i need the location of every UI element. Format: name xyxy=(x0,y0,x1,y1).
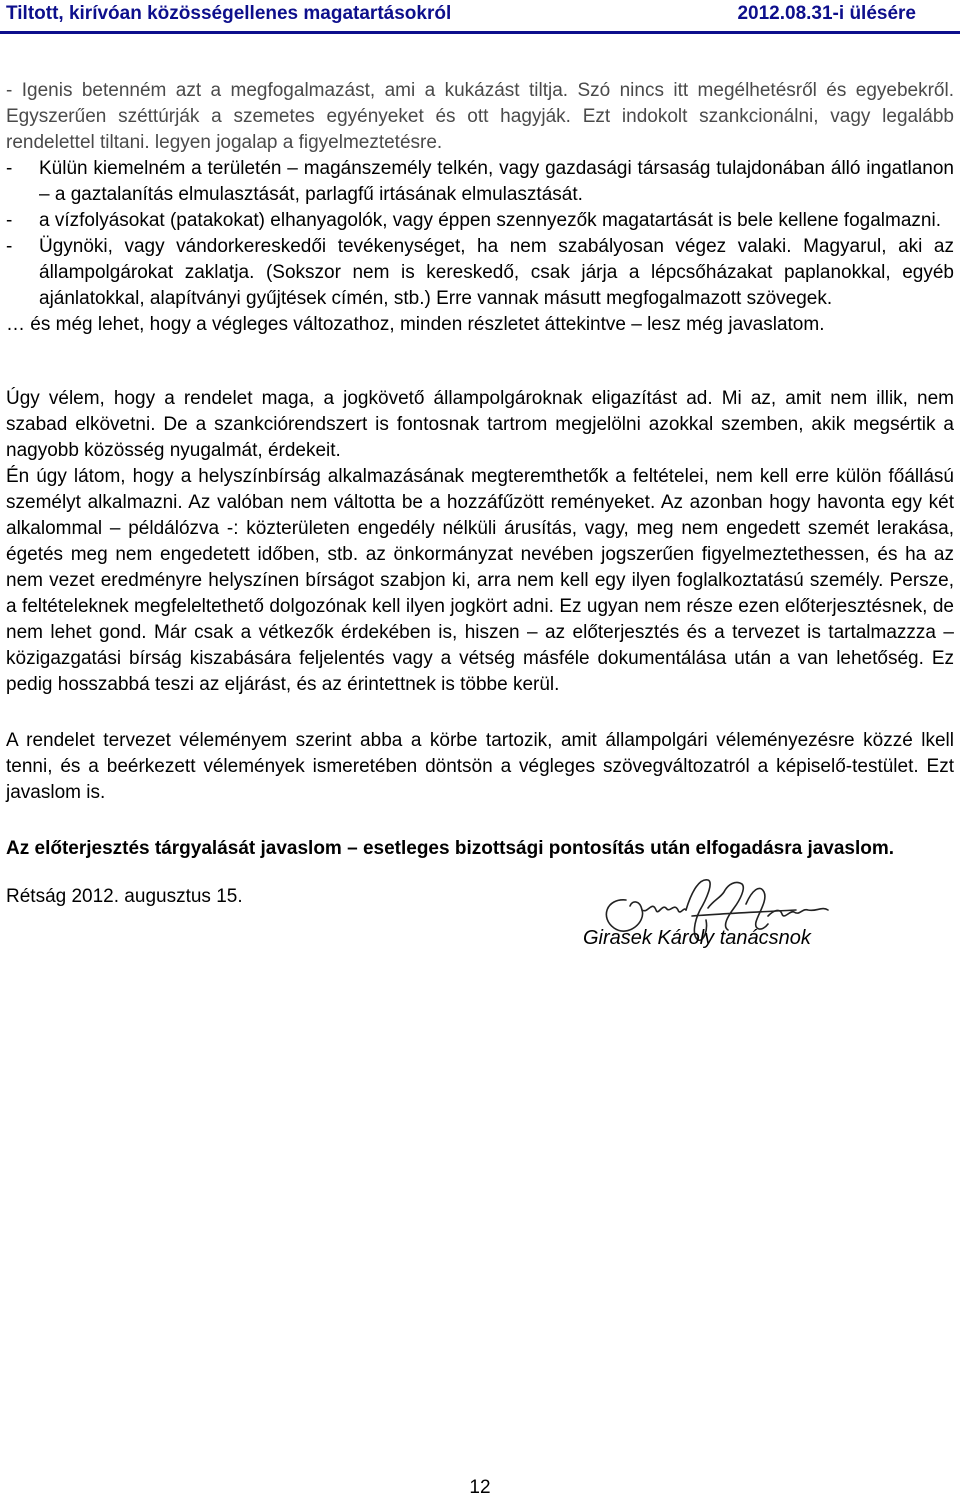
document-title: Tiltott, kirívóan közösségellenes magatartásokról xyxy=(6,3,452,24)
paragraph-fines: Én úgy látom, hogy a helyszínbírság alkalmazásának megteremthetők a feltételei, nem kell erre külön főállású személyt alkalmazni. Az valóban nem váltotta be a hozzáfűzött reményeket. Az azonban hogy havonta egy két alkalommal – példálózva -: közterületen engedély nélküli árusítás, vagy, meg nem engedett szemét lerakása, égetés meg nem engedetett időben, stb. az önkormányzat nevében jogszerűen figyelmeztethessen, és ha az nem vezet eredményre helyszínen bírságot szabjon ki, arra nem kell egy ilyen foglalkoztatású személy. Persze, a feltételeknek megfeleltethető dolgozónak kell ilyen jogkört adni. Ez ugyan nem része ezen előterjesztésnek, de nem lehet gond. Már csak a vétkezők érdekében is, hiszen – az előterjesztés és a tervezet is tartalmazzza – közigazgatási bírság kiszabására feljelentés vagy a vétség másféle dokumentálása után a van lehetőség. Ez pedig hosszabbá teszi az eljárást, és az érintettnek is többe kerül. xyxy=(6,466,954,695)
signer-name: Girasek Károly tanácsnok xyxy=(583,927,811,949)
list-dash: - xyxy=(6,210,13,231)
paragraph-consultation: A rendelet tervezet véleményem szerint abba a körbe tartozik, amit állampolgári véleményezésre közzé lkell tenni, és a beérkezett vélemények ismeretében döntsön a végleges szövegváltozatról a képiselő-testület. Ezt javaslom is. xyxy=(6,730,954,803)
list-item-text: Külün kiemelném a területén – magánszemély telkén, vagy gazdasági társaság tulajdonában álló ingatlanon – a gaztalanítás elmulasztását, parlagfű irtásának elmulasztását. xyxy=(39,158,954,205)
spacer xyxy=(6,806,954,836)
page-header xyxy=(0,0,960,32)
paragraph-opinion: Úgy vélem, hogy a rendelet maga, a jogkövető állampolgároknak eligazítást ad. Mi az, amit nem illik, nem szabad elkövetni. De a szankciórendszert is fontosnak tartrom megjelölni azokkal szemben, akik megsértik a nagyobb közösség nyugalmát, érdekeit. xyxy=(6,388,954,461)
meeting-date: 2012.08.31-i ülésére xyxy=(737,3,916,24)
header-divider xyxy=(0,31,960,34)
list-dash: - xyxy=(6,236,13,257)
closing-line: … és még lehet, hogy a végleges változathoz, minden részletet áttekintve – lesz még javaslatom. xyxy=(6,314,825,335)
list-item xyxy=(6,156,954,208)
list-item-text: a vízfolyásokat (patakokat) elhanyagolók, vagy éppen szennyezők magatartását is bele kellene fogalmazni. xyxy=(39,210,941,231)
spacer xyxy=(6,338,954,386)
list-item xyxy=(6,78,954,156)
list-dash: - xyxy=(6,80,13,101)
list-item xyxy=(6,234,954,312)
signature-block xyxy=(6,884,954,1004)
list-item-text: Igenis betenném azt a megfogalmazást, ami a kukázást tiltja. Szó nincs itt megélhetésről és egyebekről. Egyszerűen széttúrják a szemetes egyényeket és ott hagyják. Ezt indokolt szankcionálni, vagy legalább rendelettel tiltani. legyen jogalap a figyelmeztetésre. xyxy=(6,80,955,153)
place-date: Rétság 2012. augusztus 15. xyxy=(6,886,243,907)
spacer xyxy=(6,698,954,728)
list-dash: - xyxy=(6,158,13,179)
document-body xyxy=(6,78,954,1004)
page-number: 12 xyxy=(469,1477,491,1498)
list-item-text: Ügynöki, vagy vándorkereskedői tevékenységet, ha nem szabályosan végez valaki. Magyarul, aki az állampolgárokat zaklatja. (Sokszor nem is kereskedő, csak járja a lépcsőházakat paplanokkal, egyéb ajánlatokkal, alapítványi gyűjtések címén, stb.) Erre vannak másutt megfogalmazott szövegek. xyxy=(39,236,954,309)
recommendation: Az előterjesztés tárgyalását javaslom – esetleges bizottsági pontosítás után elfogadásra javaslom. xyxy=(6,838,895,859)
list-item xyxy=(6,208,954,234)
